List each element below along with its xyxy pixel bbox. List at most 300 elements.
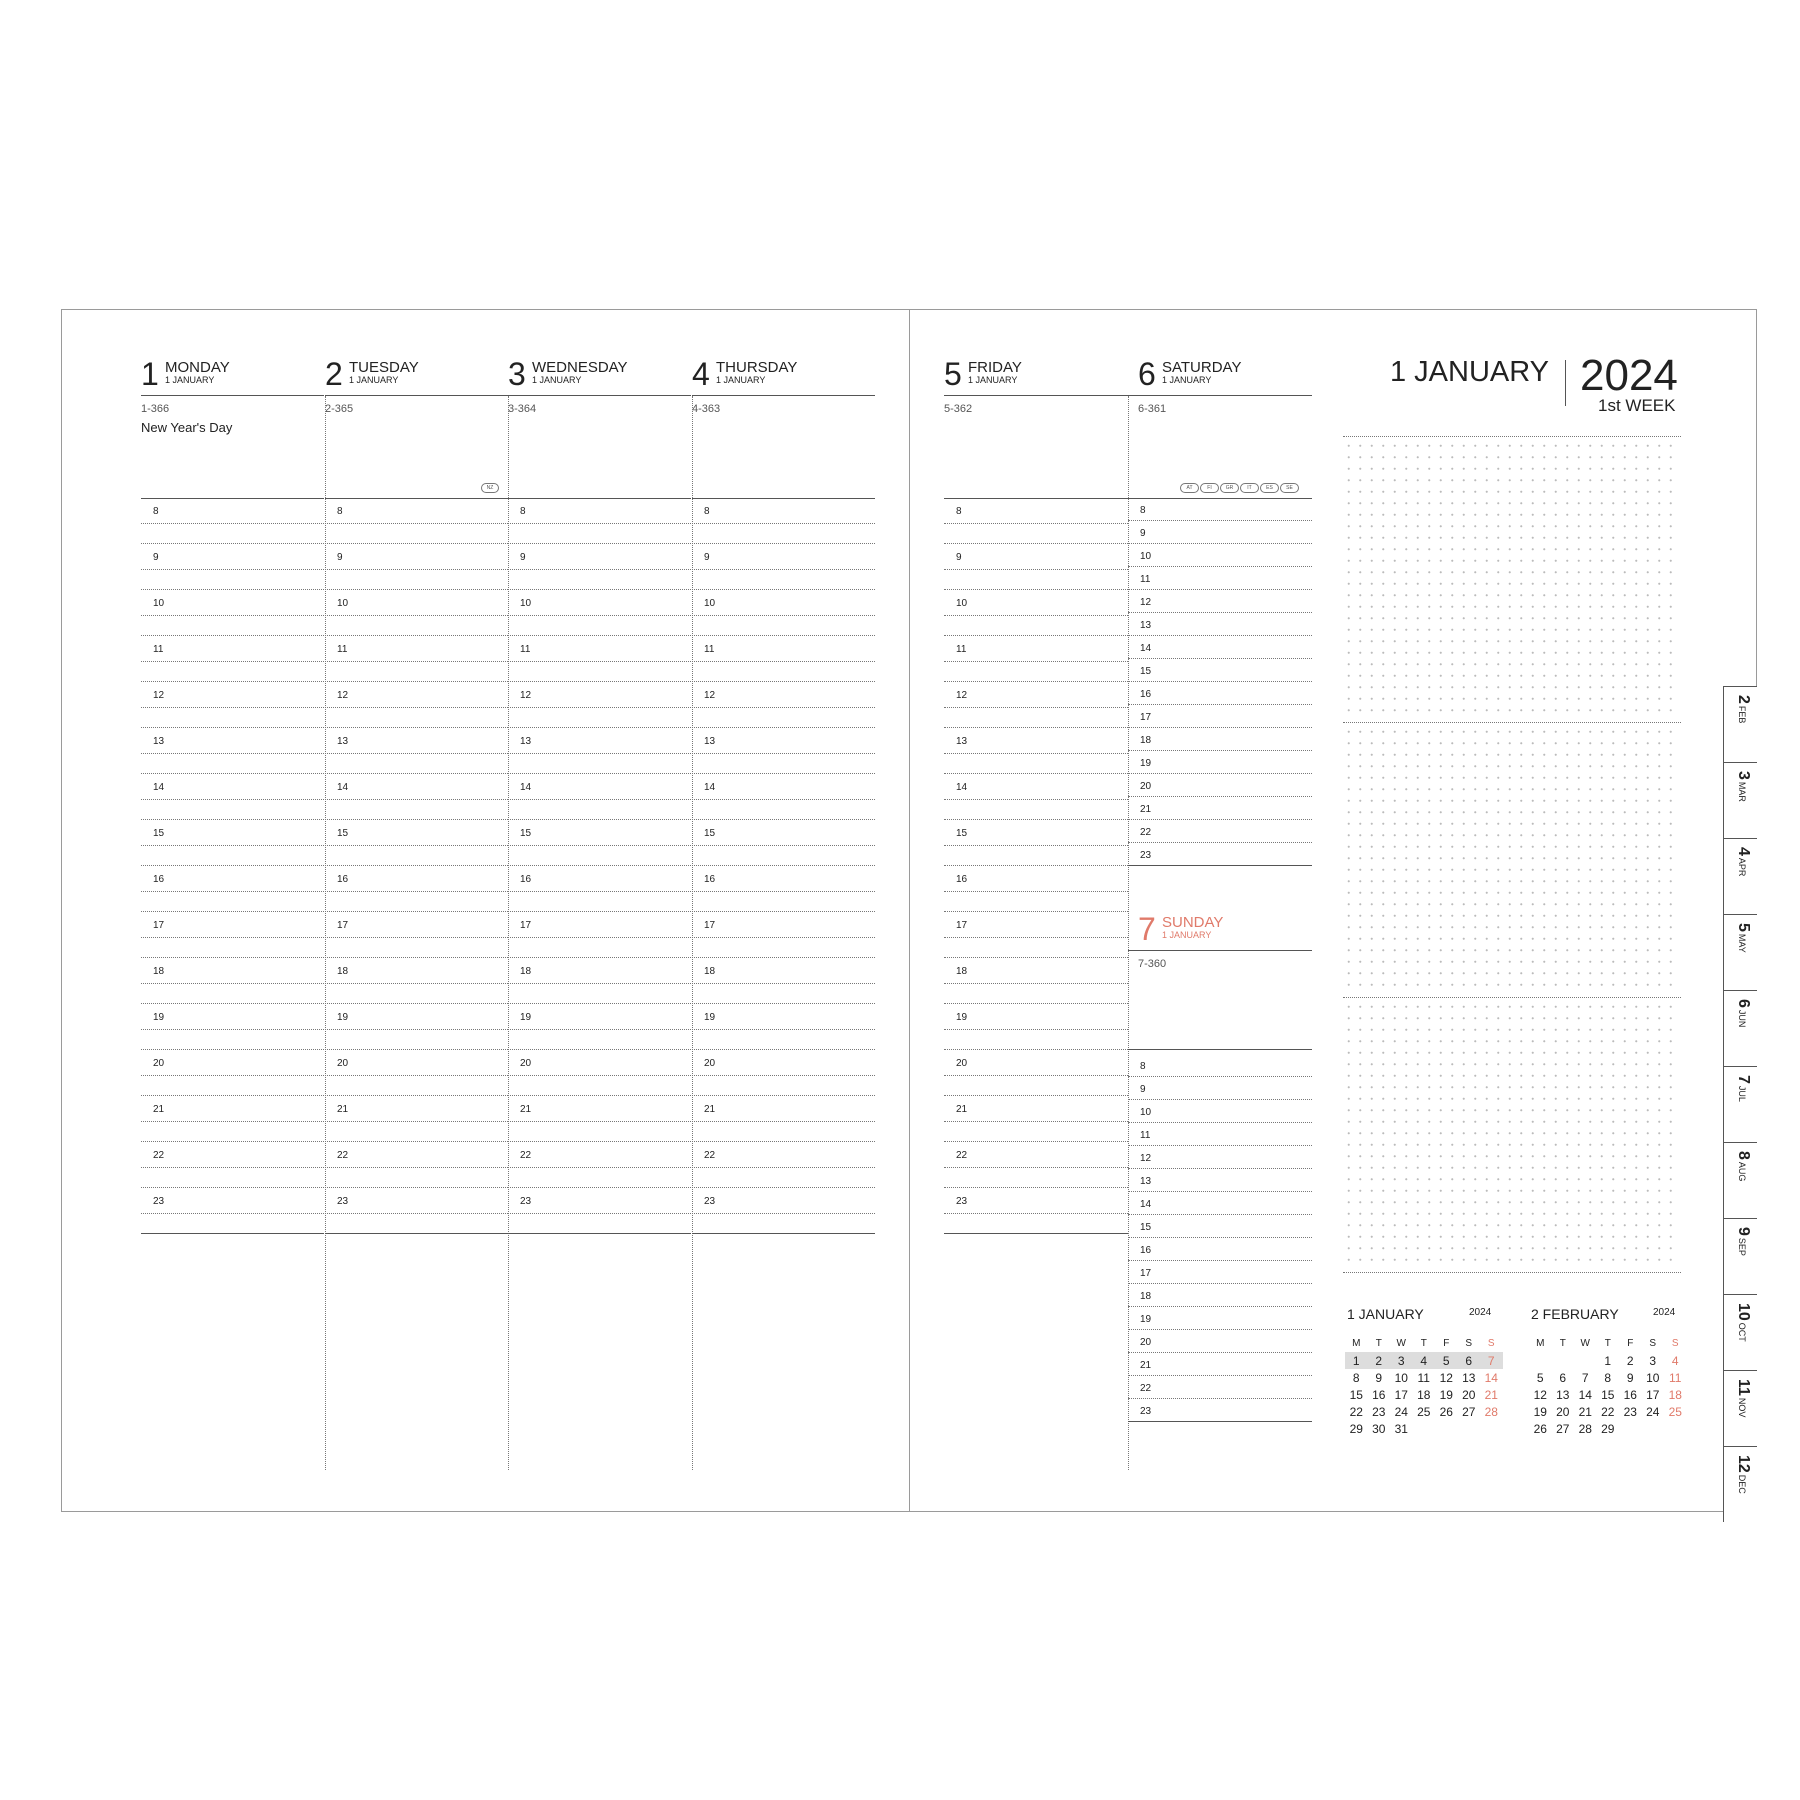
schedule-bottom-rule (141, 1233, 324, 1234)
header-rule (944, 395, 1128, 396)
hour-rule (1128, 1352, 1312, 1353)
hour-label: 17 (153, 920, 165, 931)
day-header (325, 358, 505, 408)
date-cell: 21 (1484, 1387, 1498, 1402)
date-cell: 16 (1372, 1387, 1386, 1402)
week-row (1529, 1420, 1687, 1437)
day-number: 4 (692, 356, 710, 392)
hour-rule (508, 543, 691, 544)
half-hour-rule (325, 707, 508, 708)
day-name: MONDAY (165, 359, 230, 376)
hour-label: 15 (337, 828, 349, 839)
date-cell: 20 (1462, 1387, 1476, 1402)
hour-rule (944, 1049, 1128, 1050)
tab-label (1734, 1151, 1752, 1181)
half-hour-rule (325, 1121, 508, 1122)
date-cell: 12 (1533, 1387, 1547, 1402)
day-header (944, 358, 1124, 408)
half-hour-rule (325, 891, 508, 892)
half-hour-rule (508, 1213, 691, 1214)
date-cell: 17 (1646, 1387, 1660, 1402)
hour-rule (1128, 1122, 1312, 1123)
half-hour-rule (944, 937, 1128, 938)
hour-label: 19 (337, 1012, 349, 1023)
hour-rule (1128, 1168, 1312, 1169)
hour-rule (141, 1141, 324, 1142)
half-hour-rule (944, 1075, 1128, 1076)
month-tab-dec[interactable] (1723, 1446, 1757, 1522)
hour-label: 18 (1140, 735, 1152, 746)
tab-month-number: 3 (1735, 771, 1752, 780)
hour-label: 16 (956, 874, 968, 885)
hour-label: 20 (1140, 1337, 1152, 1348)
hour-rule (141, 543, 324, 544)
date-cell: 3 (1390, 1352, 1413, 1369)
tab-label (1734, 1455, 1752, 1494)
hour-rule (141, 635, 324, 636)
tab-label (1734, 1379, 1752, 1417)
hour-rule (508, 957, 691, 958)
day-column-4 (692, 350, 875, 1470)
hour-label: 16 (153, 874, 165, 885)
hour-label: 23 (704, 1196, 716, 1207)
hour-label: 19 (520, 1012, 532, 1023)
schedule-bottom-rule (944, 1233, 1128, 1234)
hour-rule (692, 727, 875, 728)
date-cell: 29 (1601, 1421, 1615, 1436)
hour-label: 10 (1140, 551, 1152, 562)
hour-rule (1128, 750, 1312, 751)
tab-month-number: 4 (1735, 847, 1752, 856)
week-row (1529, 1386, 1687, 1403)
half-hour-rule (508, 523, 691, 524)
tab-month-number: 2 (1735, 695, 1752, 704)
half-hour-rule (508, 661, 691, 662)
day-column-5 (944, 350, 1128, 1470)
half-hour-rule (692, 707, 875, 708)
hour-label: 12 (1140, 597, 1152, 608)
half-hour-rule (944, 569, 1128, 570)
hour-rule (508, 1187, 691, 1188)
hour-label: 10 (1140, 1107, 1152, 1118)
hour-label: 11 (956, 644, 967, 655)
tab-label (1734, 1303, 1752, 1342)
hour-label: 23 (1140, 1406, 1152, 1417)
hour-label: 9 (956, 552, 962, 563)
week-row (1345, 1403, 1503, 1420)
hour-rule (1128, 681, 1312, 682)
week-title (1390, 351, 1680, 415)
half-hour-rule (508, 569, 691, 570)
month-tab-oct[interactable] (1723, 1294, 1757, 1370)
date-cell: 24 (1394, 1404, 1408, 1419)
date-cell: 7 (1581, 1370, 1589, 1385)
day-column-6 (1128, 350, 1312, 1470)
hour-rule (1128, 1375, 1312, 1376)
date-cell: 3 (1649, 1353, 1657, 1368)
day-header (141, 358, 321, 408)
hour-label: 15 (704, 828, 716, 839)
hour-label: 19 (1140, 1314, 1152, 1325)
weekday-label: W (1396, 1338, 1406, 1349)
hour-label: 16 (520, 874, 532, 885)
month-tab-nov[interactable] (1723, 1370, 1757, 1446)
day-name: SUNDAY (1162, 914, 1224, 931)
hour-label: 12 (704, 690, 716, 701)
weekday-label: M (1352, 1338, 1361, 1349)
day-header (1138, 358, 1318, 408)
hour-label: 22 (337, 1150, 349, 1161)
date-cell: 2 (1368, 1352, 1391, 1369)
half-hour-rule (141, 799, 324, 800)
tab-month-name: AUG (1737, 1161, 1747, 1182)
weekday-label: W (1580, 1338, 1590, 1349)
hour-label: 15 (956, 828, 968, 839)
date-cell: 28 (1578, 1421, 1592, 1436)
hour-label: 8 (337, 506, 343, 517)
hour-label: 14 (520, 782, 532, 793)
month-tab-aug[interactable] (1723, 1142, 1757, 1218)
mini-calendar-title: 1 JANUARY (1347, 1306, 1424, 1322)
notes-rule (1343, 1272, 1681, 1273)
date-cell: 11 (1417, 1370, 1430, 1385)
date-cell: 8 (1604, 1370, 1612, 1385)
hour-label: 14 (956, 782, 968, 793)
header-rule (1128, 395, 1312, 396)
weekday-label: T (1420, 1338, 1427, 1349)
hour-label: 9 (1140, 1084, 1146, 1095)
day-number: 2 (325, 356, 343, 392)
hour-rule (1128, 1283, 1312, 1284)
half-hour-rule (141, 845, 324, 846)
hour-label: 9 (520, 552, 526, 563)
hour-rule (325, 1095, 508, 1096)
hour-rule (692, 865, 875, 866)
half-hour-rule (325, 1167, 508, 1168)
hour-rule (141, 1049, 324, 1050)
notes-rule (1343, 997, 1681, 998)
day-name: FRIDAY (968, 359, 1022, 376)
week-number: 1st WEEK (1598, 396, 1676, 415)
half-hour-rule (508, 615, 691, 616)
hour-rule (944, 1141, 1128, 1142)
day-name: THURSDAY (716, 359, 798, 376)
tab-month-number: 6 (1735, 999, 1752, 1008)
date-cell: 18 (1417, 1387, 1431, 1402)
hour-label: 21 (153, 1104, 165, 1115)
hour-label: 13 (153, 736, 165, 747)
day-number: 3 (508, 356, 526, 392)
hour-rule (944, 1003, 1128, 1004)
month-tab-apr[interactable] (1723, 838, 1757, 914)
hour-rule (692, 957, 875, 958)
hour-label: 11 (704, 644, 715, 655)
half-hour-rule (944, 753, 1128, 754)
hour-label: 9 (704, 552, 710, 563)
half-hour-rule (325, 1029, 508, 1030)
tab-month-name: JUL (1737, 1085, 1747, 1102)
month-tab-mar[interactable] (1723, 762, 1757, 838)
hour-rule (1128, 1329, 1312, 1330)
hour-rule (508, 635, 691, 636)
half-hour-rule (692, 845, 875, 846)
half-hour-rule (692, 1167, 875, 1168)
hour-rule (141, 819, 324, 820)
day-month: 1 JANUARY (968, 375, 1018, 385)
hour-label: 23 (153, 1196, 165, 1207)
day-column-1 (141, 350, 324, 1470)
date-cell: 25 (1668, 1404, 1682, 1419)
date-cell: 6 (1559, 1370, 1567, 1385)
weekday-label: F (1443, 1338, 1450, 1349)
day-header (692, 358, 872, 408)
tab-month-name: FEB (1737, 705, 1747, 724)
hour-rule (944, 1187, 1128, 1188)
half-hour-rule (141, 1121, 324, 1122)
day-number: 1 (141, 356, 159, 392)
hour-rule (1128, 727, 1312, 728)
month-tab-may[interactable] (1723, 914, 1757, 990)
date-cell: 4 (1413, 1352, 1436, 1369)
hour-rule (508, 865, 691, 866)
hour-label: 19 (1140, 758, 1152, 769)
hour-rule (692, 681, 875, 682)
date-cell: 21 (1578, 1404, 1592, 1419)
date-cell: 5 (1536, 1370, 1544, 1385)
half-hour-rule (141, 707, 324, 708)
day-month: 1 JANUARY (716, 375, 766, 385)
half-hour-rule (692, 891, 875, 892)
month-tab-feb[interactable] (1723, 686, 1757, 762)
hour-rule (325, 819, 508, 820)
half-hour-rule (141, 983, 324, 984)
month-tab-sep[interactable] (1723, 1218, 1757, 1294)
hour-label: 15 (153, 828, 165, 839)
date-cell: 10 (1646, 1370, 1660, 1385)
hour-label: 16 (1140, 1245, 1152, 1256)
half-hour-rule (508, 983, 691, 984)
weekday-label: M (1536, 1338, 1545, 1349)
hour-label: 10 (337, 598, 349, 609)
half-hour-rule (944, 1167, 1128, 1168)
half-hour-rule (508, 891, 691, 892)
hour-label: 15 (1140, 666, 1152, 677)
hour-label: 13 (1140, 620, 1152, 631)
hour-rule (1128, 612, 1312, 613)
week-row (1345, 1386, 1503, 1403)
hour-rule (1128, 1398, 1312, 1399)
hour-rule (325, 681, 508, 682)
hour-label: 18 (520, 966, 532, 977)
tab-month-name: DEC (1737, 1474, 1747, 1494)
date-cell: 28 (1484, 1404, 1498, 1419)
hour-rule (325, 1187, 508, 1188)
hour-rule (508, 589, 691, 590)
hour-label: 14 (337, 782, 349, 793)
half-hour-rule (141, 1167, 324, 1168)
hour-rule (1128, 819, 1312, 820)
tab-month-number: 12 (1735, 1455, 1752, 1473)
half-hour-rule (508, 937, 691, 938)
hour-rule (944, 819, 1128, 820)
hour-label: 17 (337, 920, 349, 931)
hour-label: 17 (956, 920, 968, 931)
month-tab-jun[interactable] (1723, 990, 1757, 1066)
hour-rule (325, 1003, 508, 1004)
hour-label: 17 (520, 920, 532, 931)
half-hour-rule (325, 569, 508, 570)
mini-calendar-title: 2 FEBRUARY (1531, 1306, 1619, 1322)
hour-label: 11 (1140, 574, 1151, 585)
hour-rule (1128, 589, 1312, 590)
notes-rule (1343, 436, 1681, 437)
hour-label: 13 (956, 736, 968, 747)
column-divider (692, 396, 693, 1470)
day-month: 1 JANUARY (532, 375, 582, 385)
date-cell (1529, 1352, 1552, 1369)
mini-calendar-grid (1529, 1335, 1687, 1437)
hour-rule (1128, 1214, 1312, 1215)
half-hour-rule (141, 753, 324, 754)
tab-label (1734, 695, 1752, 723)
hour-label: 12 (1140, 1153, 1152, 1164)
tab-label (1734, 999, 1752, 1027)
weekday-label: S (1487, 1338, 1495, 1349)
tab-label (1734, 923, 1752, 953)
tab-month-name: MAR (1737, 781, 1747, 802)
header-rule (692, 395, 875, 396)
date-cell: 1 (1345, 1352, 1368, 1369)
week-month: 1 JANUARY (1390, 356, 1550, 388)
hour-rule (508, 1003, 691, 1004)
hour-label: 18 (1140, 1291, 1152, 1302)
weekday-label: T (1604, 1338, 1611, 1349)
hour-label: 14 (704, 782, 716, 793)
half-hour-rule (325, 937, 508, 938)
hour-label: 10 (520, 598, 532, 609)
hour-label: 18 (704, 966, 716, 977)
day-number: 5 (944, 356, 962, 392)
half-hour-rule (325, 1075, 508, 1076)
half-hour-rule (508, 845, 691, 846)
hour-rule (944, 727, 1128, 728)
hour-label: 10 (956, 598, 968, 609)
hour-label: 16 (1140, 689, 1152, 700)
tab-label (1734, 847, 1752, 876)
hour-label: 23 (520, 1196, 532, 1207)
half-hour-rule (508, 799, 691, 800)
tab-month-number: 5 (1735, 923, 1752, 932)
hour-label: 11 (1140, 1130, 1151, 1141)
holiday-badge: ES (1260, 483, 1279, 493)
half-hour-rule (141, 891, 324, 892)
hour-label: 22 (1140, 1383, 1152, 1394)
hour-rule (1128, 1237, 1312, 1238)
weekday-label: S (1465, 1338, 1473, 1349)
hour-rule (1128, 1076, 1312, 1077)
hour-label: 16 (704, 874, 716, 885)
date-cell: 7 (1480, 1352, 1503, 1369)
hour-rule (692, 911, 875, 912)
schedule-bottom-rule (325, 1233, 508, 1234)
hour-label: 8 (153, 506, 159, 517)
schedule-bottom-rule (1128, 865, 1312, 866)
hour-rule (141, 865, 324, 866)
half-hour-rule (141, 1075, 324, 1076)
hour-rule (508, 1095, 691, 1096)
half-hour-rule (325, 845, 508, 846)
hour-rule (141, 1003, 324, 1004)
date-cell: 14 (1484, 1370, 1498, 1385)
hour-label: 11 (153, 644, 164, 655)
hour-label: 12 (520, 690, 532, 701)
date-cell: 6 (1458, 1352, 1481, 1369)
hour-label: 20 (1140, 781, 1152, 792)
hour-label: 18 (153, 966, 165, 977)
day-name: WEDNESDAY (532, 359, 628, 376)
day-month: 1 JANUARY (1162, 930, 1212, 940)
hour-label: 14 (153, 782, 165, 793)
hour-rule (944, 543, 1128, 544)
mini-calendar-year: 2024 (1469, 1307, 1492, 1318)
week-row (1345, 1369, 1503, 1386)
tab-month-name: SEP (1737, 1237, 1747, 1256)
half-hour-rule (692, 1029, 875, 1030)
holiday-note: New Year's Day (141, 420, 233, 435)
mini-calendar-grid (1345, 1335, 1503, 1437)
half-hour-rule (325, 983, 508, 984)
half-hour-rule (141, 569, 324, 570)
weekday-label: T (1375, 1338, 1382, 1349)
half-hour-rule (508, 1075, 691, 1076)
hour-label: 11 (520, 644, 531, 655)
hour-label: 12 (956, 690, 968, 701)
half-hour-rule (692, 1213, 875, 1214)
schedule-top-rule (508, 498, 691, 499)
tab-month-number: 8 (1735, 1151, 1752, 1160)
half-hour-rule (325, 615, 508, 616)
hour-rule (1128, 796, 1312, 797)
hour-rule (692, 1141, 875, 1142)
hour-rule (141, 911, 324, 912)
day-number: 7 (1138, 911, 1156, 947)
week-row (1529, 1403, 1687, 1420)
holiday-badge: GR (1220, 483, 1239, 493)
hour-rule (325, 865, 508, 866)
week-row (1529, 1352, 1687, 1369)
half-hour-rule (508, 1029, 691, 1030)
date-cell: 15 (1349, 1387, 1363, 1402)
hour-rule (944, 635, 1128, 636)
date-cell: 2 (1626, 1353, 1634, 1368)
hour-rule (692, 543, 875, 544)
hour-rule (944, 911, 1128, 912)
header-rule (508, 395, 691, 396)
hour-rule (1128, 658, 1312, 659)
hour-rule (325, 911, 508, 912)
hour-label: 23 (956, 1196, 968, 1207)
date-cell: 25 (1417, 1404, 1431, 1419)
month-tab-jul[interactable] (1723, 1066, 1757, 1142)
column-divider (325, 396, 326, 1470)
date-cell: 11 (1669, 1370, 1682, 1385)
day-of-year: 6-361 (1138, 403, 1167, 415)
hour-label: 20 (520, 1058, 532, 1069)
day-name: SATURDAY (1162, 359, 1242, 376)
hour-rule (1128, 704, 1312, 705)
hour-rule (692, 1003, 875, 1004)
hour-label: 9 (153, 552, 159, 563)
